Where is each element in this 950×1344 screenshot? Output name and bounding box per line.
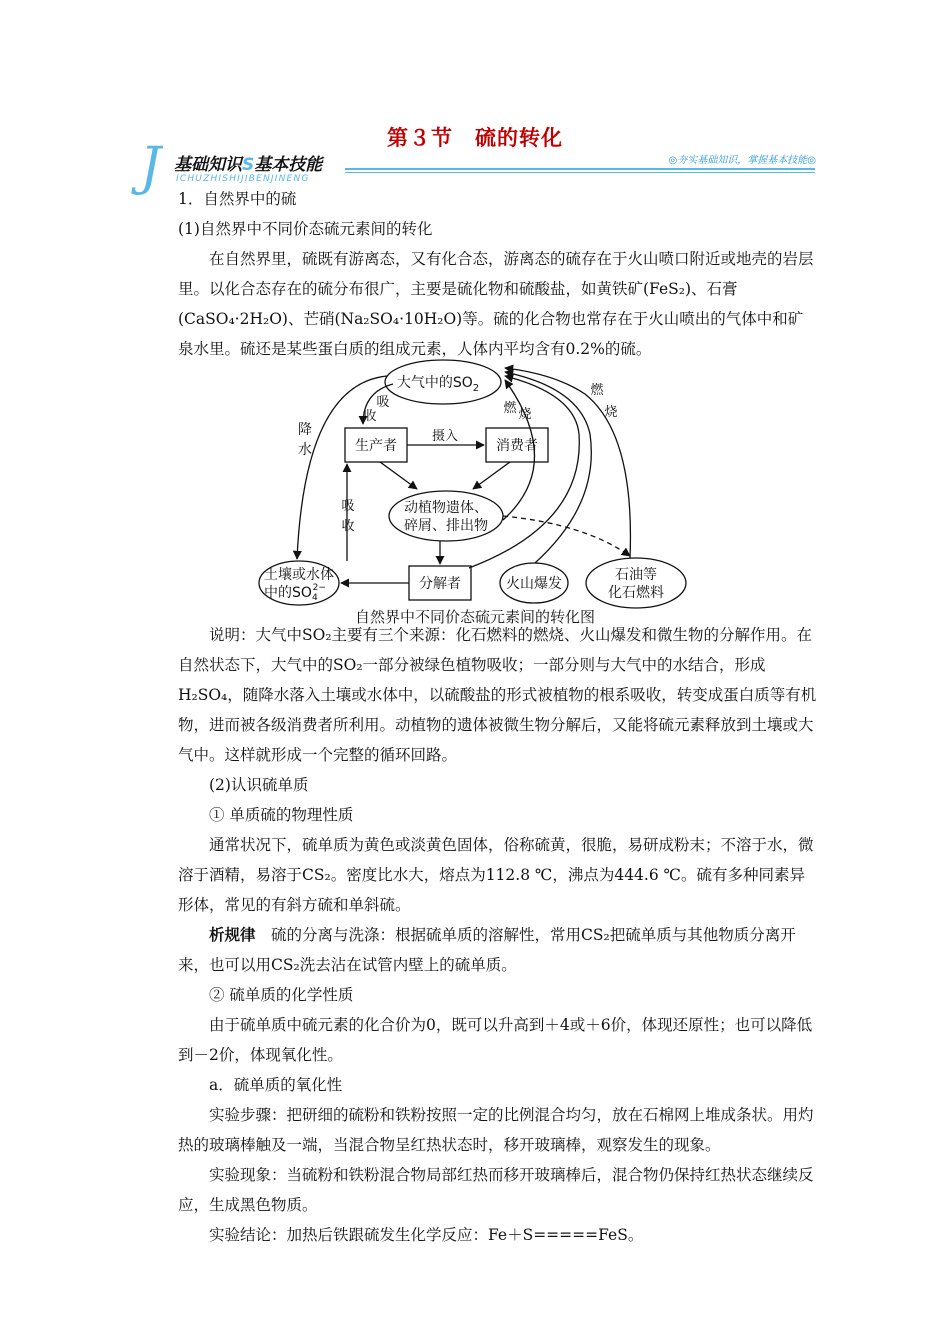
arrow-fuel-atmosphere: [505, 368, 630, 558]
arrow-remains-fuel: [503, 516, 630, 556]
paragraph-chemical: 由于硫单质中硫元素的化合价为0，既可以升高到＋4或＋6价，体现还原性；也可以降低到－2价，体现氧化性。: [178, 1016, 813, 1064]
page-title: 第３节 硫的转化: [387, 126, 563, 150]
heading-chemical: ② 硫单质的化学性质: [209, 986, 354, 1004]
sulfur-cycle-diagram: [255, 354, 695, 616]
label-soil-2: 中的$SO_42-$: [264, 583, 326, 603]
heading-1: 1．自然界中的硫: [178, 190, 297, 208]
banner-title: 基础知识S基本技能: [174, 155, 323, 175]
arrow-producer-remains: [380, 462, 417, 489]
paragraph-natural-sulfur: 在自然界里，硫既有游离态，又有化合态，游离态的硫存在于火山喷口附近或地壳的岩层里。以化合态存在的硫分布很广，主要是硫化物和硫酸盐，如黄铁矿(FeS₂)、石膏(CaSO₄·2H₂O)、芒硝(Na₂SO₄·10H₂O)等。硫的化合物也常存在于火山喷出的气体中和矿泉水里。硫还是某些蛋白质的组成元素，人体内平均含有0.2%的硫。: [178, 250, 814, 358]
diagram-caption: 自然界中不同价态硫元素间的转化图: [354, 608, 595, 626]
heading-1-1: (1)自然界中不同价态硫元素间的转化: [178, 220, 433, 238]
label-absorb-top-2: 收: [363, 409, 377, 424]
rule-text: 硫的分离与洗涤：根据硫单质的溶解性，常用CS₂把硫单质与其他物质分离开来，也可以用CS₂洗去沾在试管内壁上的硫单质。: [178, 926, 796, 974]
banner-rule: [345, 168, 815, 170]
main-section: [178, 620, 818, 1250]
label-consumer: 消费者: [496, 438, 538, 454]
label-atmosphere: 大气中的$SO_2$: [396, 375, 480, 394]
banner-note: ◎夯实基础知识，掌握基本技能◎: [668, 155, 816, 166]
label-fuel-2: 化石燃料: [608, 585, 664, 601]
intro-section: [178, 184, 818, 364]
paragraph-conclusion: 实验结论：加热后铁跟硫发生化学反应：Fe＋S=====FeS。: [209, 1226, 644, 1244]
banner-separator: S: [242, 155, 255, 175]
banner-letter: J: [140, 137, 161, 197]
label-burn-outer-2: 烧: [604, 405, 618, 420]
label-rain-1: 降: [298, 422, 312, 438]
paragraph-explanation: 说明：大气中SO₂主要有三个来源：化石燃料的燃烧、火山爆发和微生物的分解作用。在自然状态下，大气中的SO₂一部分被绿色植物吸收；一部分则与大气中的水结合，形成H₂SO₄，随降水落入土壤或水体中，以硫酸盐的形式被植物的根系吸收，转变成蛋白质等有机物，进而被各级消费者所利用。动植物的遗体被微生物分解后，又能将硫元素释放到土壤或大气中。这样就形成一个完整的循环回路。: [178, 626, 817, 764]
heading-1-2: (2)认识硫单质: [209, 776, 309, 794]
label-burn-outer-1: 燃: [590, 383, 604, 398]
rule-label: 析规律: [209, 926, 256, 944]
heading-oxidation: a．硫单质的氧化性: [209, 1076, 343, 1094]
label-intake: 摄入: [431, 429, 459, 444]
label-remains-1: 动植物遗体、: [404, 500, 488, 516]
label-decomposer: 分解者: [419, 576, 461, 592]
label-producer: 生产者: [355, 438, 397, 454]
paragraph-steps: 实验步骤：把研细的硫粉和铁粉按照一定的比例混合均匀，放在石棉网上堆成条状。用灼热的玻璃棒触及一端，当混合物呈红热状态时，移开玻璃棒，观察发生的现象。: [178, 1106, 814, 1154]
paragraph-physical: 通常状况下，硫单质为黄色或淡黄色固体，俗称硫黄，很脆，易研成粉末；不溶于水，微溶于酒精，易溶于CS₂。密度比水大，熔点为112.8 ℃，沸点为444.6 ℃。硫有多种同素异形体，常见的有斜方硫和单斜硫。: [178, 836, 814, 914]
label-burn-inner-1: 燃: [503, 401, 517, 416]
paragraph-phenomenon: 实验现象：当硫粉和铁粉混合物局部红热而移开玻璃棒后，混合物仍保持红热状态继续反应，生成黑色物质。: [178, 1166, 814, 1214]
label-rain-2: 水: [298, 442, 312, 458]
banner-rule-thin: [345, 172, 815, 173]
paragraph-rule: [178, 920, 818, 980]
heading-physical: ① 单质硫的物理性质: [209, 806, 354, 824]
label-burn-inner-2: 烧: [518, 407, 532, 422]
arrow-decomposer-atmosphere: [469, 376, 579, 568]
label-absorb-side-1: 吸: [341, 499, 355, 514]
label-absorb-top-1: 吸: [376, 395, 390, 410]
banner-subtitle: ICHUZHISHIJIBENJINENG: [176, 174, 310, 184]
label-fuel-1: 石油等: [615, 567, 657, 583]
label-absorb-side-2: 收: [341, 519, 355, 534]
label-volcano: 火山爆发: [506, 576, 562, 592]
label-remains-2: 碎屑、排出物: [404, 518, 488, 534]
label-soil-1: 土壤或水体: [264, 567, 334, 583]
arrow-consumer-remains: [473, 462, 510, 489]
